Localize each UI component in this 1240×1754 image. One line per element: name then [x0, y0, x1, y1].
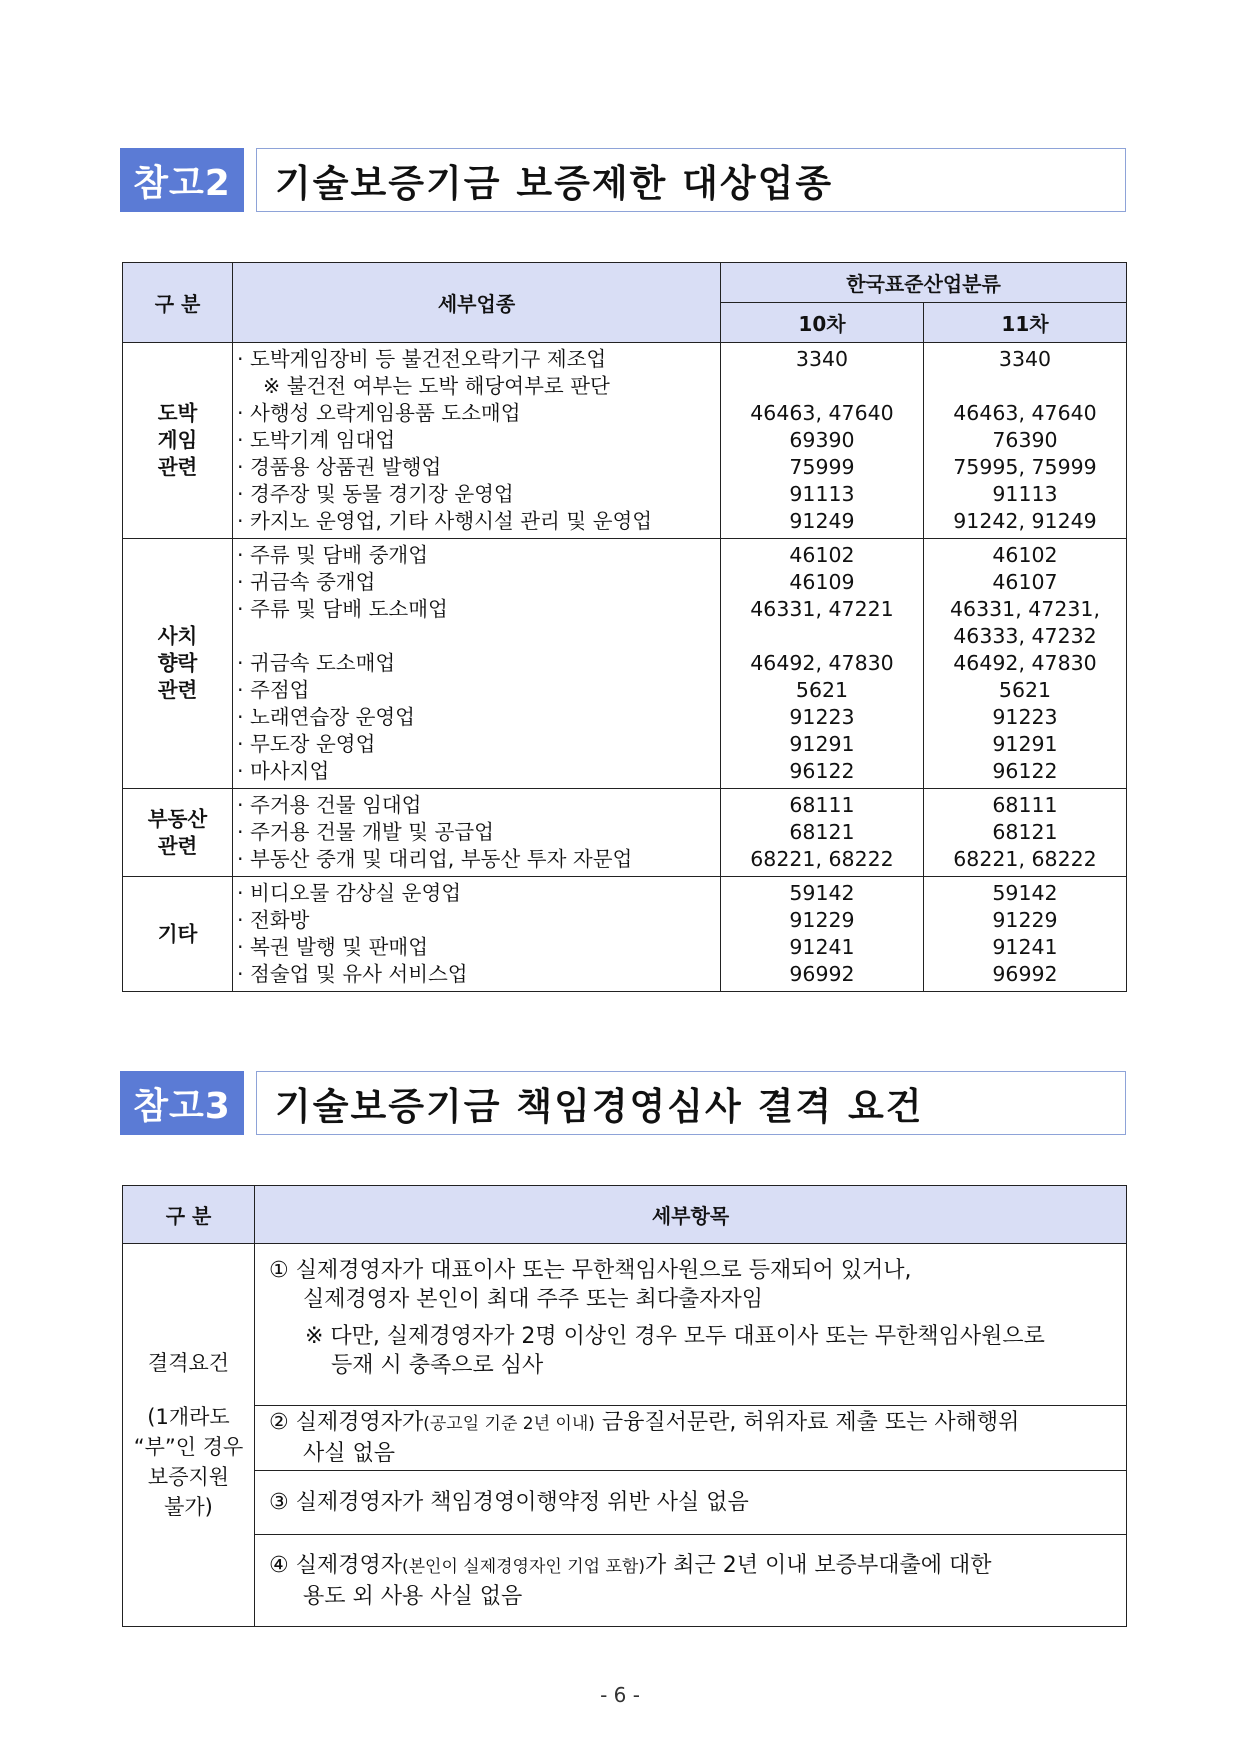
criterion-2: ② 실제경영자가(공고일 기준 2년 이내) 금융질서문란, 허위자료 제출 또는 사해행위 사실 없음	[255, 1406, 1127, 1471]
page-number: - 6 -	[600, 1683, 640, 1707]
industry-group-category: 부동산 관련	[123, 789, 233, 877]
ksic-11th-code: 91223	[992, 705, 1058, 729]
ksic-11th-code: 46107	[992, 570, 1058, 594]
ref2-heading	[120, 148, 1126, 212]
ref3-header-category: 구 분	[123, 1186, 255, 1244]
ksic-11th-code: 46331, 47231,	[950, 597, 1100, 621]
header-11th: 11차	[924, 303, 1127, 343]
industry-group-row	[123, 877, 1127, 992]
ksic-11th-code: 91291	[992, 732, 1058, 756]
industry-item	[237, 623, 716, 650]
ksic-10th-code: 69390	[789, 428, 855, 452]
industry-item: · 마사지업	[237, 759, 330, 783]
industry-item: · 주거용 건물 개발 및 공급업	[237, 820, 494, 844]
industry-item: · 도박게임장비 등 불건전오락기구 제조업	[237, 347, 607, 371]
criterion-1-note: ※ 다만, 실제경영자가 2명 이상인 경우 모두 대표이사 또는 무한책임사원으로	[305, 1324, 1045, 1349]
industry-item: · 노래연습장 운영업	[237, 705, 415, 729]
ksic-11th-codes	[924, 877, 1127, 992]
ksic-11th-code: 68121	[992, 820, 1058, 844]
ksic-10th-code: 3340	[795, 347, 849, 371]
ksic-10th-code	[721, 373, 923, 400]
ref2-badge: 참고2	[120, 148, 244, 212]
ksic-11th-codes	[924, 539, 1127, 789]
ksic-11th-code: 5621	[998, 678, 1052, 702]
industry-item: · 주점업	[237, 678, 310, 702]
ksic-11th-code: 68111	[992, 793, 1058, 817]
industry-list	[233, 877, 721, 992]
ksic-10th-codes	[721, 343, 924, 539]
header-10th: 10차	[721, 303, 924, 343]
ksic-10th-code: 91223	[789, 705, 855, 729]
industry-item: · 전화방	[237, 908, 310, 932]
ref3-header-detail: 세부항목	[255, 1186, 1127, 1244]
ksic-11th-code: 91229	[992, 908, 1058, 932]
ksic-10th-code: 5621	[795, 678, 849, 702]
ksic-10th-code: 75999	[789, 455, 855, 479]
ksic-10th-code: 91249	[789, 509, 855, 533]
criterion-1: ① 실제경영자가 대표이사 또는 무한책임사원으로 등재되어 있거나, 실제경영자 본인이 최대 주주 또는 최다출자자임 ※ 다만, 실제경영자가 2명 이상인 경우 모두 대표이사 또는 무한책임사원으로 등재 시 충족으로 심사	[255, 1244, 1127, 1406]
ksic-11th-code: 76390	[992, 428, 1058, 452]
industry-list	[233, 789, 721, 877]
ksic-11th-code: 3340	[998, 347, 1052, 371]
industry-item: · 무도장 운영업	[237, 732, 376, 756]
ksic-11th-code	[924, 373, 1126, 400]
ksic-11th-code: 59142	[992, 881, 1058, 905]
ref3-heading	[120, 1071, 1126, 1135]
ksic-10th-code: 46109	[789, 570, 855, 594]
ksic-10th-code: 68111	[789, 793, 855, 817]
ksic-11th-code: 46492, 47830	[953, 651, 1097, 675]
ksic-11th-codes	[924, 789, 1127, 877]
industry-list	[233, 343, 721, 539]
industry-item: · 주거용 건물 임대업	[237, 793, 422, 817]
industry-item: · 도박기계 임대업	[237, 428, 396, 452]
category-note: (1개라도 “부”인 경우 보증지원 불가)	[133, 1405, 244, 1519]
ksic-10th-code: 91229	[789, 908, 855, 932]
industry-note: ※ 불건전 여부는 도박 해당여부로 판단	[263, 374, 610, 398]
ksic-11th-code: 46333, 47232	[953, 624, 1097, 648]
ksic-10th-code: 91291	[789, 732, 855, 756]
ref2-title: 기술보증기금 보증제한 대상업종	[256, 148, 1126, 212]
industry-item: · 부동산 중개 및 대리업, 부동산 투자 자문업	[237, 847, 633, 871]
ksic-11th-code: 91241	[992, 935, 1058, 959]
ksic-10th-code: 91241	[789, 935, 855, 959]
header-detail: 세부업종	[233, 263, 721, 343]
industry-item: · 경품용 상품권 발행업	[237, 455, 442, 479]
header-category: 구 분	[123, 263, 233, 343]
industry-item: · 점술업 및 유사 서비스업	[237, 962, 468, 986]
industry-group-category: 도박 게임 관련	[123, 343, 233, 539]
industry-item: · 주류 및 담배 중개업	[237, 543, 429, 567]
ksic-10th-code: 46102	[789, 543, 855, 567]
industry-item: · 경주장 및 동물 경기장 운영업	[237, 482, 514, 506]
ksic-10th-code: 68221, 68222	[750, 847, 894, 871]
ksic-11th-code: 96122	[992, 759, 1058, 783]
ksic-11th-code: 91242, 91249	[953, 509, 1097, 533]
ksic-11th-code: 68221, 68222	[953, 847, 1097, 871]
ksic-10th-code: 46492, 47830	[750, 651, 894, 675]
ksic-11th-code: 46463, 47640	[953, 401, 1097, 425]
industry-item: · 카지노 운영업, 기타 사행시설 관리 및 운영업	[237, 509, 653, 533]
ksic-10th-code: 68121	[789, 820, 855, 844]
ksic-10th-code: 59142	[789, 881, 855, 905]
industry-item: · 귀금속 도소매업	[237, 651, 396, 675]
ksic-11th-code: 96992	[992, 962, 1058, 986]
industry-item: · 비디오물 감상실 운영업	[237, 881, 462, 905]
disqualification-table	[122, 1185, 1127, 1627]
disqualification-category	[123, 1244, 255, 1627]
ksic-11th-codes	[924, 343, 1127, 539]
criterion-4: ④ 실제경영자(본인이 실제경영자인 기업 포함)가 최근 2년 이내 보증부대출에 대한 용도 외 사용 사실 없음	[255, 1535, 1127, 1627]
ksic-11th-code: 91113	[992, 482, 1058, 506]
ksic-10th-code	[721, 623, 923, 650]
industry-item: · 사행성 오락게임용품 도소매업	[237, 401, 521, 425]
industry-list	[233, 539, 721, 789]
ksic-11th-code: 46102	[992, 543, 1058, 567]
category-title: 결격요건	[147, 1351, 230, 1375]
industry-item: · 주류 및 담배 도소매업	[237, 597, 448, 621]
industry-group-category: 기타	[123, 877, 233, 992]
industry-group-row	[123, 343, 1127, 539]
header-ksic: 한국표준산업분류	[721, 263, 1127, 303]
ksic-10th-code: 96992	[789, 962, 855, 986]
ref3-title: 기술보증기금 책임경영심사 결격 요건	[256, 1071, 1126, 1135]
ksic-10th-codes	[721, 877, 924, 992]
ksic-11th-code: 75995, 75999	[953, 455, 1097, 479]
industry-item: · 복권 발행 및 판매업	[237, 935, 429, 959]
ksic-10th-code: 91113	[789, 482, 855, 506]
ksic-10th-code: 96122	[789, 759, 855, 783]
ksic-10th-code: 46331, 47221	[750, 597, 894, 621]
ref3-badge: 참고3	[120, 1071, 244, 1135]
restricted-industries-table	[122, 262, 1127, 992]
ksic-10th-codes	[721, 789, 924, 877]
criterion-3: ③ 실제경영자가 책임경영이행약정 위반 사실 없음	[255, 1471, 1127, 1535]
industry-group-row	[123, 539, 1127, 789]
industry-group-row	[123, 789, 1127, 877]
ksic-10th-codes	[721, 539, 924, 789]
industry-item: · 귀금속 중개업	[237, 570, 376, 594]
industry-group-category: 사치 향락 관련	[123, 539, 233, 789]
ksic-10th-code: 46463, 47640	[750, 401, 894, 425]
